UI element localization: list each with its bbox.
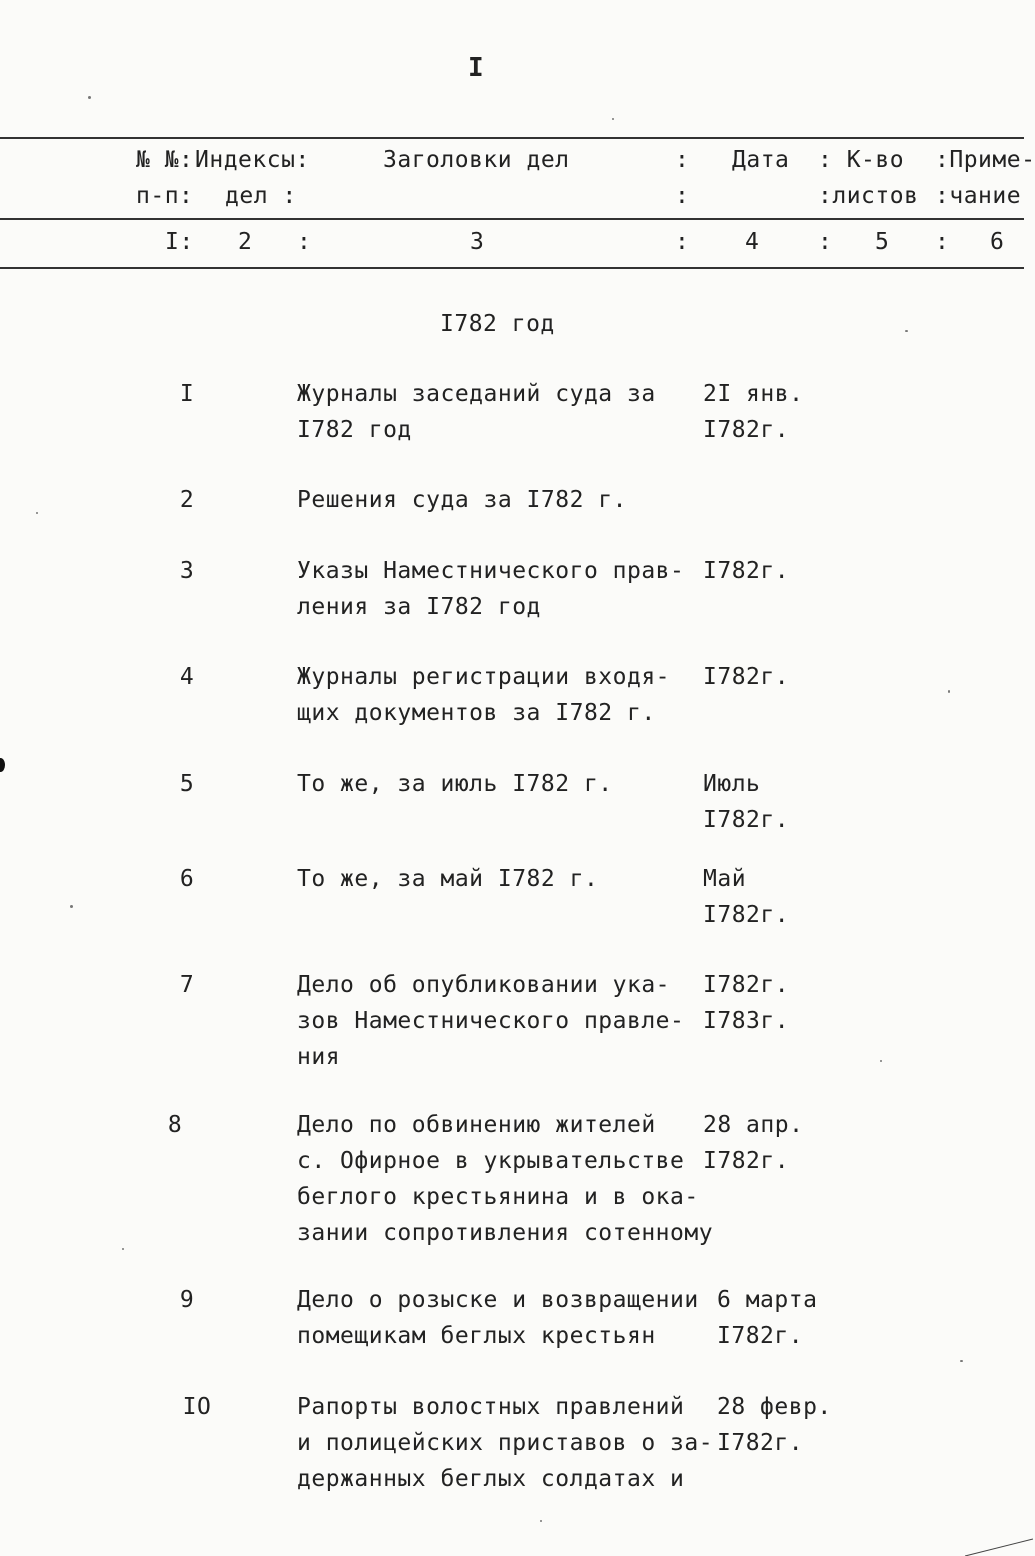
entry-title-line: Дело об опубликовании ука- [297,972,671,998]
scan-speck [905,330,908,332]
entry-number: 5 [179,771,195,797]
scan-speck [612,118,614,120]
entry-title-line: помещикам беглых крестьян [297,1323,656,1349]
margin-ink-mark [0,758,5,772]
header-col-number-line2: п-п: [136,183,194,209]
entry-date-line: 2I янв. [703,381,804,407]
column-number-4: 4 [745,229,760,255]
entry-title-line: зании сопротивления сотенному [297,1220,714,1246]
header-col-index-line2: дел : [225,183,297,209]
entry-title-line: зов Наместнического правле- [297,1008,685,1034]
scan-speck [88,96,91,99]
header-col-sheets-line2: :листов [818,183,919,209]
entry-date-line: 6 марта [717,1287,818,1313]
entry-date-line: I782г. [703,417,790,443]
entry-number: 9 [179,1287,195,1313]
entry-date-line: I782г. [703,664,790,690]
header-col-notes: :Приме- [935,147,1035,173]
header-top-rule [0,137,1024,139]
entry-title-line: Дело по обвинению жителей [297,1112,656,1138]
column-number-2: 2 [238,229,253,255]
entry-number: 2 [179,487,195,513]
scan-speck [540,1520,542,1522]
entry-title-line: беглого крестьянина и в ока- [297,1184,699,1210]
entry-title-line: I782 год [297,417,412,443]
entry-title-line: Указы Наместнического прав- [297,558,685,584]
column-separator-4: : [818,229,833,255]
entry-date-line: I782г. [703,1148,790,1174]
header-col-index: Индексы: [195,147,310,173]
section-year-heading: I782 год [440,311,555,337]
entry-title-line: То же, за май I782 г. [297,866,599,892]
entry-title-line: Журналы регистрации входя- [297,664,671,690]
entry-date-line: I782г. [703,972,790,998]
pen-stroke-mark [965,1539,1033,1556]
entry-title-line: ления за I782 год [297,594,541,620]
entry-title-line: Рапорты волостных правлений [297,1394,685,1420]
entry-date-line: I782г. [703,902,790,928]
entry-number: I [179,381,195,407]
header-col-sep: : [675,147,690,173]
header-col-notes-line2: :чание [935,183,1022,209]
header-middle-rule [0,218,1024,220]
entry-date-line: Май [703,866,747,892]
header-col-sheets: : К-во [818,147,905,173]
scan-speck [36,512,38,514]
entry-date-line: I782г. [703,807,790,833]
column-separator-5: : [935,229,950,255]
entry-title-line: ния [297,1044,341,1070]
header-col-date: Дата [732,147,790,173]
entry-number: 3 [179,558,195,584]
entry-date-line: 28 февр. [717,1394,832,1420]
column-separator-2: : [297,229,312,255]
entry-number: 6 [179,866,195,892]
scan-speck [70,905,73,908]
scan-speck [948,690,950,693]
column-number-3: 3 [470,229,485,255]
header-col-sep-line2: : [675,183,690,209]
header-col-title: Заголовки дел [383,147,570,173]
header-bottom-rule [0,267,1024,269]
page-number: I [468,53,485,83]
entry-title-line: Дело о розыске и возвращении [297,1287,699,1313]
entry-date-line: Июль [703,771,761,797]
entry-date-line: I782г. [717,1323,804,1349]
entry-title-line: Журналы заседаний суда за [297,381,656,407]
scan-speck [122,1248,124,1250]
column-separator-3: : [675,229,690,255]
scan-speck [880,1060,882,1062]
entry-date-line: 28 апр. [703,1112,804,1138]
scan-speck [960,1360,963,1362]
entry-title-line: Решения суда за I782 г. [297,487,627,513]
entry-date-line: I782г. [717,1430,804,1456]
column-number-6: 6 [990,229,1005,255]
entry-title-line: и полицейских приставов о за- [297,1430,714,1456]
entry-title-line: щих документов за I782 г. [297,700,656,726]
entry-number: 4 [179,664,195,690]
entry-number: IO [182,1394,212,1420]
entry-title-line: То же, за июль I782 г. [297,771,613,797]
entry-number: 8 [167,1112,183,1138]
entry-title-line: с. Офирное в укрывательстве [297,1148,685,1174]
entry-date-line: I783г. [703,1008,790,1034]
entry-date-line: I782г. [703,558,790,584]
column-number-5: 5 [875,229,890,255]
entry-number: 7 [179,972,195,998]
header-col-number: № №: [136,147,194,173]
column-number-1: I: [165,229,194,255]
entry-title-line: держанных беглых солдатах и [297,1466,685,1492]
